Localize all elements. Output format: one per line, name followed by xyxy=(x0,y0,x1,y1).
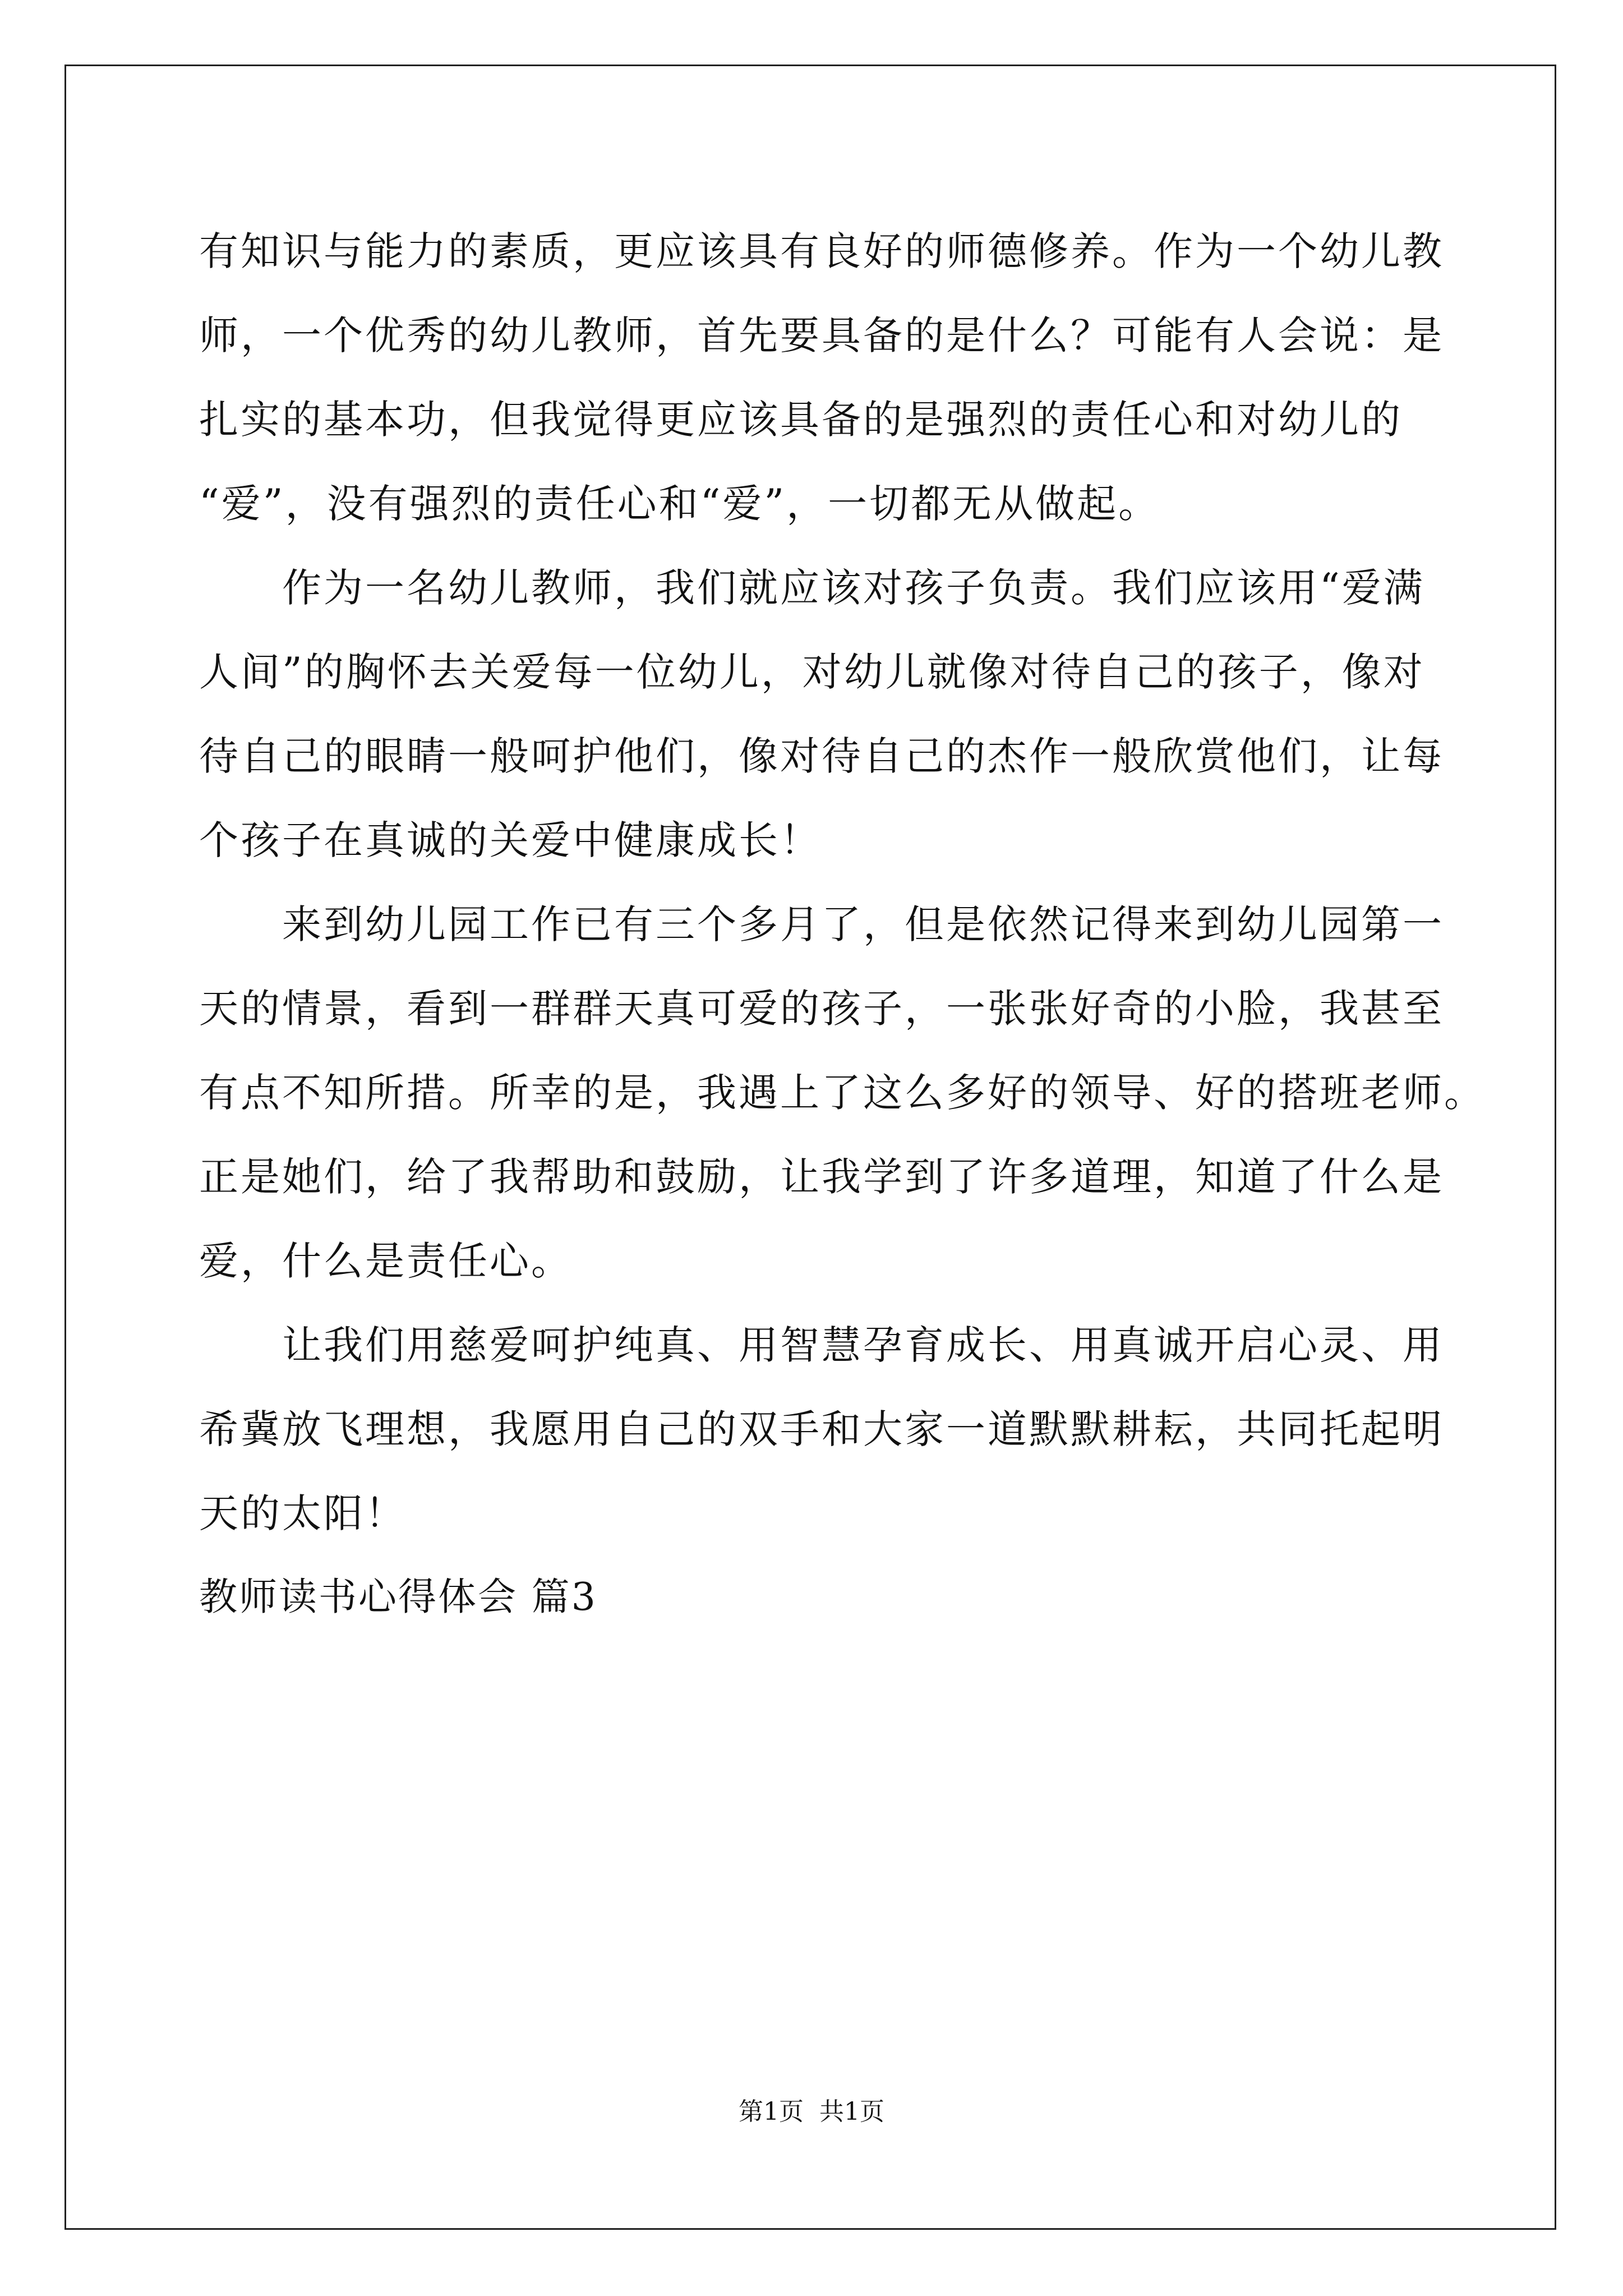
body-line: 天的太阳！ xyxy=(199,1490,407,1536)
page-border xyxy=(64,65,1556,2230)
body-line: 天的情景，看到一群群天真可爱的孩子，一张张好奇的小脸，我甚至 xyxy=(199,986,1444,1032)
body-line: 个孩子在真诚的关爱中健康成长！ xyxy=(199,817,822,863)
body-line: 待自己的眼睛一般呵护他们，像对待自己的杰作一般欣赏他们，让每 xyxy=(199,733,1444,779)
section-heading: 教师读书心得体会 篇3 xyxy=(199,1575,597,1619)
body-line: 来到幼儿园工作已有三个多月了，但是依然记得来到幼儿园第一 xyxy=(199,901,1444,947)
body-line: “爱”，没有强烈的责任心和“爱”，一切都无从做起。 xyxy=(199,481,1160,527)
body-line: 有知识与能力的素质，更应该具有良好的师德修养。作为一个幼儿教 xyxy=(199,228,1444,274)
body-line: 人间”的胸怀去关爱每一位幼儿，对幼儿就像对待自己的孩子，像对 xyxy=(199,649,1425,695)
page-footer xyxy=(0,2095,1623,2129)
body-line: 爱，什么是责任心。 xyxy=(199,1238,573,1284)
body-line: 让我们用慈爱呵护纯真、用智慧孕育成长、用真诚开启心灵、用 xyxy=(199,1322,1444,1368)
page-total: 共1页 xyxy=(819,2097,884,2126)
body-line: 有点不知所措。所幸的是，我遇上了这么多好的领导、好的搭班老师。 xyxy=(199,1070,1486,1116)
body-line: 扎实的基本功，但我觉得更应该具备的是强烈的责任心和对幼儿的 xyxy=(199,397,1403,443)
body-line: 作为一名幼儿教师，我们就应该对孩子负责。我们应该用“爱满 xyxy=(199,565,1425,611)
body-line: 希冀放飞理想，我愿用自己的双手和大家一道默默耕耘，共同托起明 xyxy=(199,1406,1444,1452)
body-line: 正是她们，给了我帮助和鼓励，让我学到了许多道理，知道了什么是 xyxy=(199,1154,1444,1200)
body-line: 师，一个优秀的幼儿教师，首先要具备的是什么？可能有人会说：是 xyxy=(199,312,1444,358)
page-number: 第1页 xyxy=(739,2097,804,2126)
